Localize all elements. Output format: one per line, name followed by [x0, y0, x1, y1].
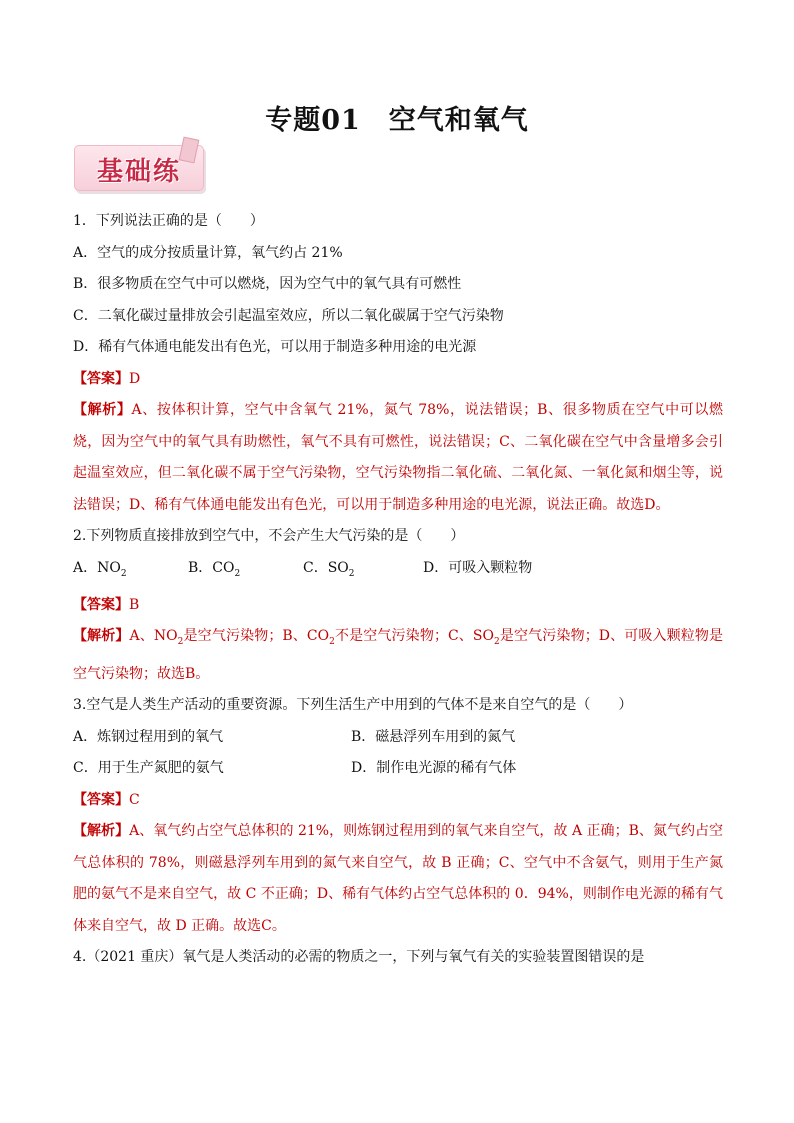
answer-label: 【答案】 [73, 596, 129, 613]
q3-stem: 3.空气是人类生产活动的重要资源。下列生活生产中用到的气体不是来自空气的是（ ） [73, 697, 633, 714]
subscript: 2 [177, 637, 184, 648]
answer-label: 【答案】 [73, 370, 129, 387]
q3-options-row2 [73, 753, 723, 785]
q1-stem: 1．下列说法正确的是（ ） [73, 213, 264, 229]
q3-option-a: A．炼钢过程用到的氧气 [73, 728, 224, 745]
q2-stem: 2.下列物质直接排放到空气中，不会产生大气污染的是（ ） [73, 528, 465, 544]
answer-value: C [129, 791, 140, 808]
q1-option-b: B．很多物质在空气中可以燃烧，因为空气中的氧气具有可燃性 [73, 276, 462, 292]
section-badge-label: 基础练 [96, 157, 181, 187]
q2-option-a [73, 553, 188, 590]
explanation-label: 【解析】 [73, 823, 130, 840]
q2-answer [73, 590, 723, 622]
explanation-text: 是空气污染物；D、可吸入颗粒物是空气污染物；故选B。 [73, 628, 724, 682]
explanation-text: A、NO [129, 628, 178, 645]
subscript: 2 [234, 568, 241, 579]
q3-option-d: D．制作电光源的稀有气体 [351, 760, 517, 777]
q3-explanation [73, 816, 723, 942]
answer-label: 【答案】 [73, 791, 129, 808]
q1-explanation [73, 395, 723, 521]
q2-option-c [303, 553, 423, 590]
explanation-text: A、氧气约占空气总体积的 21%，则炼钢过程用到的氧气来自空气，故 A 正确；B、氮气约占空气总体积的 78%，则磁悬浮列车用到的氮气来自空气，故 B 正确；C、空气中不含氨气，则用于生产氮肥的氨气不是来自空气，故 C 不正确；D、稀有气体约占空气总体积的 0．94%，则制作电光源的稀有气体来自空气，故 D 正确。故选C。 [73, 823, 723, 934]
q2-options [73, 553, 723, 590]
subscript: 2 [120, 568, 127, 579]
q2-option-b [188, 553, 303, 590]
explanation-label: 【解析】 [73, 402, 132, 418]
option-text: B．CO [188, 559, 235, 576]
subscript: 2 [348, 568, 355, 579]
question-list [73, 206, 723, 974]
subscript: 2 [329, 637, 335, 648]
explanation-text: 不是空气污染物；C、SO [334, 628, 495, 645]
option-text: A．NO [73, 559, 121, 576]
q2-option-d: D．可吸入颗粒物 [423, 559, 533, 576]
explanation-label: 【解析】 [73, 628, 130, 645]
q1-answer [73, 364, 723, 396]
q3-options-row1 [73, 722, 723, 754]
subscript: 2 [494, 637, 500, 648]
q1-option-a: A．空气的成分按质量计算，氧气约占 21% [73, 244, 343, 261]
page-title: 专题01 空气和氧气 [265, 105, 529, 136]
answer-value: B [129, 596, 140, 613]
q3-option-b: B．磁悬浮列车用到的氮气 [351, 728, 516, 745]
q3-option-c: C．用于生产氮肥的氨气 [73, 760, 224, 777]
q3-answer [73, 785, 723, 817]
explanation-text: A、按体积计算，空气中含氧气 21%，氮气 78%，说法错误；B、很多物质在空气中可以燃烧，因为空气中的氧气具有助燃性，氧气不具有可燃性，说法错误；C、二氧化碳在空气中含量增多会引起温室效应，但二氧化碳不属于空气污染物，空气污染物指二氧化硫、二氧化氮、一氧化氮和烟尘等，说法错误；D、稀有气体通电能发出有色光，可以用于制造多种用途的电光源，说法正确。故选D。 [73, 402, 724, 513]
q4-stem: 4.（2021 重庆）氧气是人类活动的必需的物质之一，下列与氧气有关的实验装置图错误的是 [73, 949, 645, 966]
q1-option-d: D．稀有气体通电能发出有色光，可以用于制造多种用途的电光源 [73, 339, 477, 355]
q2-explanation [73, 621, 723, 690]
q1-option-c: C．二氧化碳过量排放会引起温室效应，所以二氧化碳属于空气污染物 [73, 307, 504, 324]
explanation-text: 是空气污染物；B、CO [183, 628, 330, 645]
option-text: C．SO [303, 559, 349, 576]
answer-value: D [129, 370, 141, 387]
section-badge [74, 145, 204, 191]
